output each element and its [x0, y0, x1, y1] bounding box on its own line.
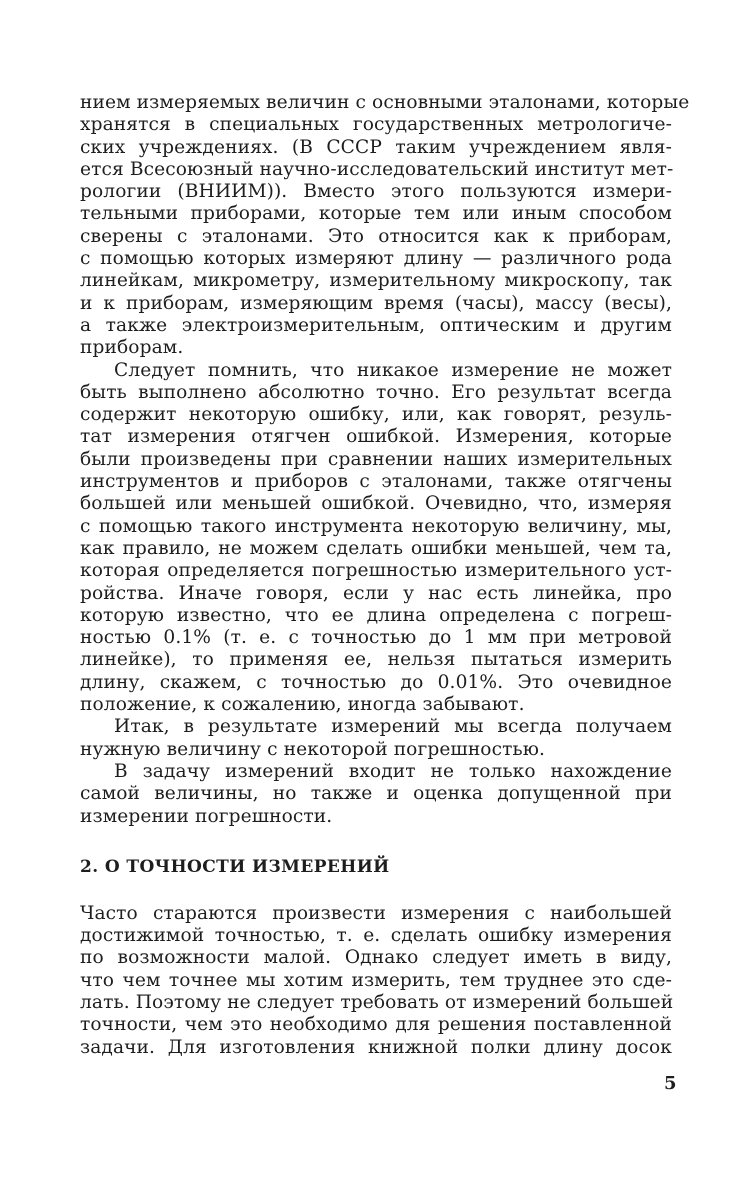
text-line: линейке), то применяя ее, нельзя пытаться измерить [80, 649, 672, 671]
text-line: тельными приборами, которые тем или иным способом [80, 203, 672, 225]
text-line: с помощью которых измеряют длину — различного рода [80, 248, 672, 270]
text-line: Часто стараются произвести измерения с наибольшей [80, 902, 672, 924]
text-line: а также электроизмерительным, оптическим и другим [80, 314, 672, 336]
text-line: ностью 0.1% (т. е. с точностью до 1 мм при метровой [80, 627, 672, 649]
text-line: рологии (ВНИИМ)). Вместо этого пользуются измери- [80, 181, 672, 203]
text-line: инструментов и приборов с эталонами, также отягчены [80, 471, 672, 493]
text-line: ских учреждениях. (В СССР таким учреждением явля- [80, 136, 672, 158]
text-line: приборам. [80, 337, 184, 359]
text-line: Итак, в результате измерений мы всегда получаем [114, 716, 672, 738]
text-line: В задачу измерений входит не только нахождение [114, 760, 672, 782]
text-line: хранятся в специальных государственных метрологиче- [80, 114, 672, 136]
text-line: Следует помнить, что никакое измерение не может [114, 359, 672, 381]
text-line: длину, скажем, с точностью до 0.01%. Это очевидное [80, 671, 672, 693]
text-line: точности, чем это необходимо для решения поставленной [80, 1014, 672, 1036]
text-line: и к приборам, измеряющим время (часы), массу (весы), [80, 292, 672, 314]
text-line: как правило, не можем сделать ошибки меньшей, чем та, [80, 537, 672, 559]
text-line: были произведены при сравнении наших измерительных [80, 448, 672, 470]
text-line: положение, к сожалению, иногда забывают. [80, 694, 525, 716]
text-line: которую известно, что ее длина определена с погреш- [80, 604, 672, 626]
paragraph-measurement-accuracy [80, 360, 672, 717]
paragraph-continuation [80, 92, 690, 360]
text-line: лать. Поэтому не следует требовать от измерений большей [80, 991, 674, 1013]
text-line: ется Всесоюзный научно-исследовательский институт мет- [80, 158, 674, 180]
paragraph-section-intro [80, 903, 672, 1059]
text-line: что чем точнее мы хотим измерить, тем труднее это сде- [80, 969, 672, 991]
text-line: которая определяется погрешностью измерительного уст- [80, 560, 672, 582]
text-line: самой величины, но также и оценка допущенной при [80, 783, 672, 805]
page-body [80, 92, 690, 1059]
page-number: 5 [664, 1073, 677, 1094]
text-line: с помощью такого инструмента некоторую величину, мы, [80, 515, 672, 537]
text-line: тат измерения отягчен ошибкой. Измерения, которые [80, 426, 672, 448]
section-heading: 2. О ТОЧНОСТИ ИЗМЕРЕНИЙ [80, 856, 390, 877]
text-line: содержит некоторую ошибку, или, как говорят, резуль- [80, 404, 672, 426]
text-line: быть выполнено абсолютно точно. Его результат всегда [80, 381, 672, 403]
text-line: сверены с эталонами. Это относится как к приборам, [80, 225, 672, 247]
text-line: ройства. Иначе говоря, если у нас есть линейка, про [80, 582, 672, 604]
text-line: измерении погрешности. [80, 805, 333, 827]
text-line: нием измеряемых величин с основными эталонами, которые [80, 92, 690, 113]
text-line: достижимой точностью, т. е. сделать ошибку измерения [80, 925, 672, 947]
paragraph-task [80, 761, 672, 828]
text-line: линейкам, микрометру, измерительному микроскопу, так [80, 270, 672, 292]
text-line: по возможности малой. Однако следует иметь в виду, [80, 947, 672, 969]
paragraph-conclusion [80, 716, 672, 761]
text-line: большей или меньшей ошибкой. Очевидно, что, измеряя [80, 493, 672, 515]
text-line: задачи. Для изготовления книжной полки длину досок [80, 1036, 672, 1058]
text-line: нужную величину с некоторой погрешностью. [80, 738, 546, 760]
